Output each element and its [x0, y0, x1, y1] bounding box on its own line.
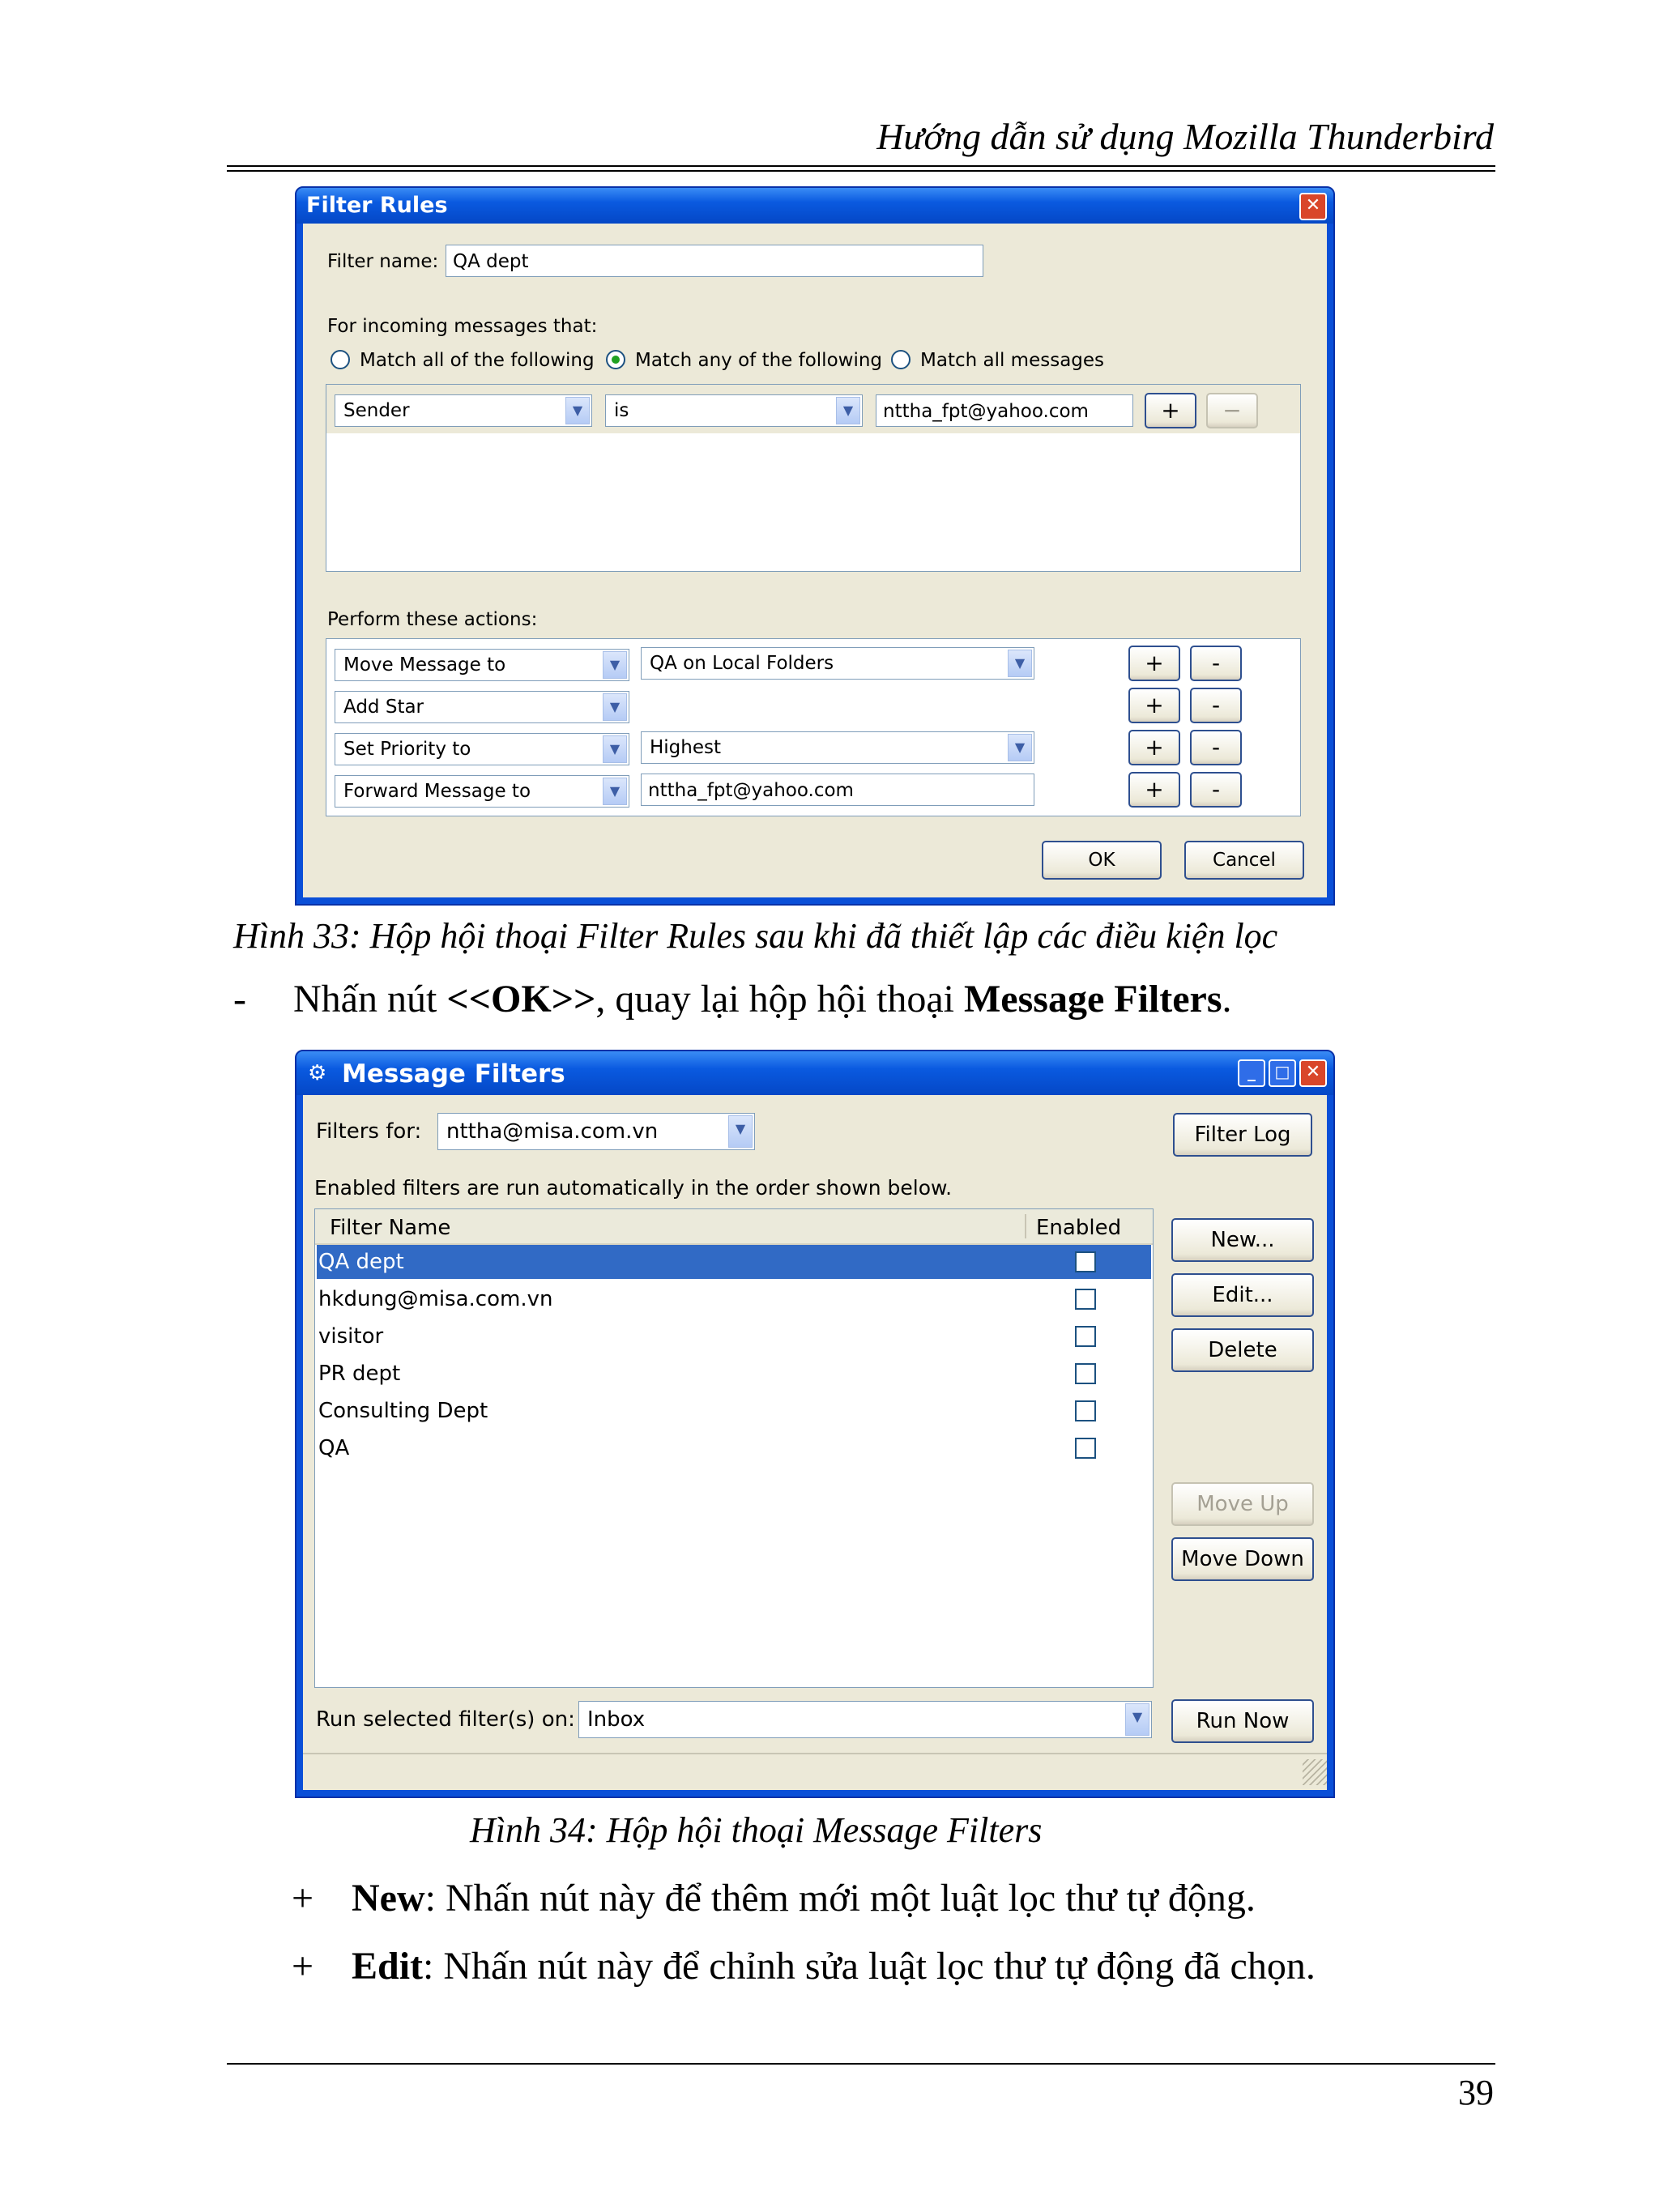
header-divider	[227, 165, 1495, 172]
run-on-label: Run selected filter(s) on:	[316, 1707, 575, 1732]
filter-name-cell: PR dept	[318, 1362, 401, 1386]
filters-info-text: Enabled filters are run automatically in the order shown below.	[314, 1176, 953, 1200]
chevron-down-icon: ▼	[603, 651, 627, 679]
message-filters-title: Message Filters	[342, 1059, 565, 1089]
filters-list	[314, 1208, 1154, 1688]
bullet-plus: +	[292, 1877, 314, 1920]
bullet-dash: -	[233, 978, 246, 1021]
action-value: Move Message to	[343, 654, 506, 676]
bullet-bold-new: New	[352, 1877, 425, 1920]
minimize-icon[interactable]: _	[1238, 1059, 1265, 1087]
actions-label: Perform these actions:	[327, 609, 538, 630]
action-param-select-3[interactable]	[641, 731, 1034, 764]
radio-match-all-messages[interactable]	[891, 350, 911, 369]
edit-button[interactable]: Edit...	[1171, 1273, 1314, 1317]
footer-divider	[227, 2063, 1495, 2065]
bullet-text-part: , quay lại hộp hội thoại	[595, 978, 964, 1021]
run-now-button[interactable]: Run Now	[1171, 1699, 1314, 1743]
run-on-select[interactable]	[578, 1701, 1152, 1738]
chevron-down-icon: ▼	[603, 735, 627, 763]
condition-operator-select[interactable]	[605, 394, 863, 427]
enabled-checkbox[interactable]	[1075, 1400, 1096, 1421]
filter-rules-titlebar	[296, 188, 1333, 224]
bullet-bold-edit: Edit	[352, 1945, 424, 1988]
condition-row	[326, 385, 1300, 433]
table-row[interactable]	[317, 1245, 1151, 1279]
chevron-down-icon: ▼	[1008, 650, 1032, 677]
move-down-button[interactable]: Move Down	[1171, 1537, 1314, 1581]
bullet-bold-message-filters: Message Filters	[963, 978, 1222, 1021]
actions-list	[326, 638, 1301, 816]
filter-name-cell: Consulting Dept	[318, 1399, 488, 1423]
bullet-plus: +	[292, 1945, 314, 1988]
remove-action-button[interactable]: -	[1190, 688, 1242, 723]
bullet-edit	[352, 1944, 1316, 1988]
incoming-label: For incoming messages that:	[327, 316, 598, 337]
bullet-text-part: .	[1222, 978, 1232, 1021]
filter-rules-dialog	[295, 186, 1335, 906]
enabled-checkbox[interactable]	[1075, 1289, 1096, 1310]
condition-value-input[interactable]: nttha_fpt@yahoo.com	[876, 394, 1133, 427]
bullet-ok-text	[293, 977, 1232, 1021]
status-bar	[303, 1753, 1327, 1790]
cancel-button[interactable]: Cancel	[1184, 841, 1304, 880]
radio-match-all-messages-label: Match all messages	[920, 350, 1105, 371]
action-param-select-1[interactable]	[641, 647, 1034, 680]
bullet-edit-text: : Nhấn nút này để chỉnh sửa luật lọc thư tự động đã chọn.	[423, 1945, 1316, 1988]
chevron-down-icon: ▼	[603, 778, 627, 805]
filter-rules-title: Filter Rules	[306, 193, 448, 218]
filters-for-label: Filters for:	[316, 1119, 422, 1144]
table-row[interactable]	[317, 1357, 1151, 1391]
move-up-button[interactable]: Move Up	[1171, 1482, 1314, 1526]
action-value: Add Star	[343, 697, 424, 718]
close-icon[interactable]: ✕	[1299, 193, 1327, 220]
enabled-checkbox[interactable]: ✔	[1075, 1251, 1096, 1272]
action-param-input-4[interactable]: nttha_fpt@yahoo.com	[641, 774, 1034, 806]
page-number: 39	[1458, 2073, 1494, 2112]
message-filters-body	[303, 1095, 1327, 1790]
run-on-value: Inbox	[587, 1707, 646, 1732]
action-select-3[interactable]	[335, 733, 629, 765]
maximize-icon[interactable]: □	[1269, 1059, 1296, 1087]
action-select-1[interactable]	[335, 649, 629, 681]
table-row[interactable]	[317, 1431, 1151, 1465]
filter-name-cell: QA	[318, 1436, 350, 1460]
chevron-down-icon: ▼	[565, 397, 590, 424]
filter-rules-body	[303, 224, 1327, 897]
action-param-value: QA on Local Folders	[650, 653, 834, 674]
enabled-checkbox[interactable]	[1075, 1438, 1096, 1459]
resize-grip-icon[interactable]	[1303, 1759, 1327, 1785]
remove-action-button[interactable]: -	[1190, 730, 1242, 765]
filter-name-cell: hkdung@misa.com.vn	[318, 1287, 553, 1311]
add-action-button[interactable]: +	[1128, 688, 1180, 723]
radio-match-any[interactable]	[606, 350, 625, 369]
table-row[interactable]	[317, 1319, 1151, 1353]
table-row[interactable]	[317, 1282, 1151, 1316]
action-select-4[interactable]	[335, 775, 629, 808]
chevron-down-icon: ▼	[1008, 734, 1032, 761]
remove-action-button[interactable]: -	[1190, 772, 1242, 808]
action-param-value: Highest	[650, 737, 722, 758]
table-row[interactable]	[317, 1394, 1151, 1428]
radio-match-all[interactable]	[331, 350, 350, 369]
chevron-down-icon: ▼	[1125, 1703, 1149, 1736]
column-divider	[1025, 1214, 1026, 1238]
filters-for-value: nttha@misa.com.vn	[446, 1119, 659, 1144]
app-icon: ⚙	[308, 1061, 327, 1085]
ok-button[interactable]: OK	[1042, 841, 1162, 880]
chevron-down-icon: ▼	[728, 1115, 753, 1148]
conditions-list	[326, 384, 1301, 572]
radio-match-any-label: Match any of the following	[635, 350, 883, 371]
action-value: Forward Message to	[343, 781, 531, 802]
figure-33-caption: Hình 33: Hộp hội thoại Filter Rules sau khi đã thiết lập các điều kiện lọc	[233, 916, 1278, 956]
close-icon[interactable]: ✕	[1299, 1059, 1327, 1087]
new-button[interactable]: New...	[1171, 1218, 1314, 1262]
chevron-down-icon: ▼	[603, 693, 627, 721]
condition-field-value: Sender	[343, 400, 410, 421]
enabled-checkbox[interactable]	[1075, 1326, 1096, 1347]
page-header-title: Hướng dẫn sử dụng Mozilla Thunderbird	[876, 116, 1494, 157]
column-enabled[interactable]: Enabled	[1036, 1216, 1122, 1240]
remove-action-button[interactable]: -	[1190, 646, 1242, 681]
add-action-button[interactable]: +	[1128, 730, 1180, 765]
column-filter-name[interactable]: Filter Name	[330, 1216, 451, 1240]
condition-operator-value: is	[614, 400, 629, 421]
bullet-new	[352, 1876, 1256, 1920]
add-condition-button[interactable]: +	[1145, 393, 1196, 428]
action-select-2[interactable]	[335, 691, 629, 723]
message-filters-dialog	[295, 1050, 1335, 1798]
bullet-text-part: Nhấn nút	[293, 978, 447, 1021]
radio-match-all-label: Match all of the following	[360, 350, 595, 371]
remove-condition-button[interactable]: −	[1206, 393, 1258, 428]
chevron-down-icon: ▼	[836, 397, 860, 424]
filters-for-select[interactable]	[437, 1113, 755, 1150]
filters-list-header	[315, 1209, 1153, 1245]
figure-34-caption: Hình 34: Hộp hội thoại Message Filters	[470, 1810, 1043, 1850]
condition-field-select[interactable]	[335, 394, 592, 427]
action-value: Set Priority to	[343, 739, 471, 760]
add-action-button[interactable]: +	[1128, 772, 1180, 808]
filter-name-cell: QA dept	[318, 1250, 404, 1274]
message-filters-titlebar	[296, 1051, 1333, 1095]
filter-name-cell: visitor	[318, 1324, 384, 1349]
add-action-button[interactable]: +	[1128, 646, 1180, 681]
filter-log-button[interactable]: Filter Log	[1173, 1113, 1312, 1157]
delete-button[interactable]: Delete	[1171, 1328, 1314, 1372]
bullet-new-text: : Nhấn nút này để thêm mới một luật lọc thư tự động.	[424, 1877, 1256, 1920]
filter-name-label: Filter name:	[327, 251, 439, 272]
enabled-checkbox[interactable]	[1075, 1363, 1096, 1384]
filter-name-input[interactable]: QA dept	[446, 245, 983, 277]
bullet-bold-ok: <<OK>>	[446, 978, 596, 1021]
